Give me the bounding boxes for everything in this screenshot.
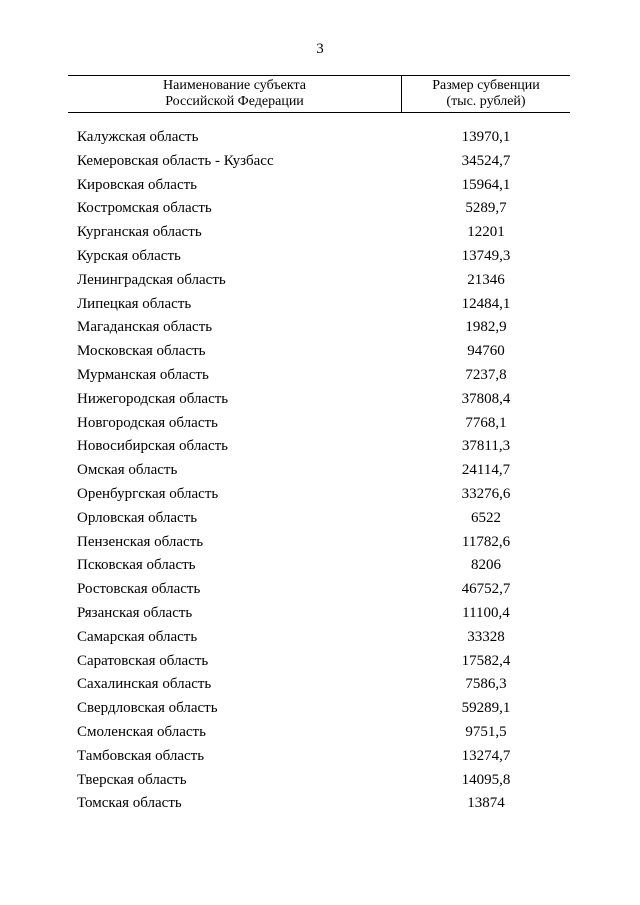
region-name: Тверская область (77, 771, 187, 788)
region-name: Орловская область (77, 509, 198, 526)
table-row (0, 435, 640, 459)
header-subsidy-amount-line2: (тыс. рублей) (446, 94, 526, 109)
table-row (0, 316, 640, 340)
table-row (0, 673, 640, 697)
region-name: Кемеровская область - Кузбасс (77, 152, 274, 169)
subsidy-amount: 59289,1 (461, 700, 511, 717)
region-name: Костромская область (77, 200, 212, 217)
subsidy-amount: 13970,1 (461, 129, 511, 145)
subsidy-amount: 1982,9 (465, 319, 507, 336)
table-row (0, 364, 640, 388)
region-name: Магаданская область (77, 319, 213, 336)
subsidy-amount: 5289,7 (465, 200, 507, 217)
subsidy-amount: 13749,3 (461, 247, 511, 264)
region-name: Калужская область (77, 129, 199, 145)
region-name: Томская область (77, 795, 182, 812)
page-number: 3 (316, 41, 324, 57)
region-name: Курская область (77, 247, 181, 264)
subsidy-amount: 24114,7 (461, 462, 511, 479)
table-row (0, 412, 640, 436)
table-row (0, 554, 640, 578)
region-name: Псковская область (77, 557, 196, 574)
table-row (0, 531, 640, 555)
region-name: Новосибирская область (77, 438, 229, 455)
subsidy-amount: 21346 (467, 271, 505, 288)
table-row (0, 197, 640, 221)
table-row (0, 792, 640, 816)
table-row (0, 245, 640, 269)
subsidy-amount: 34524,7 (461, 152, 511, 169)
table-row (0, 221, 640, 245)
subsidy-amount: 15964,1 (461, 176, 511, 193)
table-row (0, 697, 640, 721)
subsidy-amount: 8206 (471, 557, 501, 574)
region-name: Московская область (77, 343, 206, 360)
subsidy-amount: 11782,6 (461, 533, 511, 550)
region-name: Мурманская область (77, 366, 209, 383)
table-row (0, 269, 640, 293)
region-name: Омская область (77, 462, 178, 479)
header-region-name-line2: Российской Федерации (165, 94, 304, 109)
table-row (0, 340, 640, 364)
header-region-name-line1: Наименование субъекта (163, 78, 306, 93)
table-row (0, 483, 640, 507)
table-row (0, 626, 640, 650)
subsidy-amount: 7237,8 (465, 366, 507, 383)
table-row (0, 293, 640, 317)
table-row (0, 459, 640, 483)
region-name: Сахалинская область (77, 676, 212, 693)
table-row (0, 150, 640, 174)
table-header (68, 75, 570, 113)
subsidy-amount: 11100,4 (462, 604, 510, 621)
table-row (0, 745, 640, 769)
region-name: Тамбовская область (77, 747, 205, 764)
subsidy-amount: 7586,3 (465, 676, 507, 693)
region-name: Самарская область (77, 628, 198, 645)
subsidy-amount: 94760 (467, 343, 505, 360)
subsidy-amount: 6522 (471, 509, 501, 526)
subsidy-amount: 12201 (467, 224, 505, 241)
table-row (0, 388, 640, 412)
region-name: Ленинградская область (77, 271, 226, 288)
region-name: Кировская область (77, 176, 198, 193)
table-row (0, 578, 640, 602)
region-name: Рязанская область (77, 604, 193, 621)
region-name: Смоленская область (77, 723, 206, 740)
region-name: Ростовская область (77, 581, 201, 598)
region-name: Новгородская область (77, 414, 218, 431)
region-name: Липецкая область (77, 295, 192, 312)
subsidy-amount: 14095,8 (461, 771, 511, 788)
subsidy-amount: 12484,1 (461, 295, 511, 312)
header-subsidy-amount-line1: Размер субвенции (432, 78, 540, 93)
region-name: Оренбургская область (77, 485, 219, 502)
region-name: Пензенская область (77, 533, 204, 550)
region-name: Курганская область (77, 224, 202, 241)
region-name: Нижегородская область (77, 390, 229, 407)
table-row (0, 721, 640, 745)
table-row (0, 769, 640, 793)
header-region-name (68, 76, 402, 112)
subsidy-amount: 33276,6 (461, 485, 511, 502)
region-name: Свердловская область (77, 700, 218, 717)
table-row (0, 507, 640, 531)
table-row (0, 650, 640, 674)
table-row (0, 602, 640, 626)
subsidy-amount: 37811,3 (461, 438, 511, 455)
subsidy-amount: 33328 (467, 628, 505, 645)
subsidy-amount: 13274,7 (461, 747, 511, 764)
subsidy-amount: 37808,4 (461, 390, 511, 407)
subsidy-amount: 7768,1 (465, 414, 507, 431)
subsidy-amount: 17582,4 (461, 652, 511, 669)
region-name: Саратовская область (77, 652, 209, 669)
table-body (0, 126, 640, 816)
subsidy-amount: 9751,5 (465, 723, 507, 740)
subsidy-amount: 13874 (467, 795, 505, 812)
header-subsidy-amount (402, 76, 570, 112)
table-row (0, 126, 640, 150)
subsidy-amount: 46752,7 (461, 581, 511, 598)
table-row (0, 174, 640, 198)
